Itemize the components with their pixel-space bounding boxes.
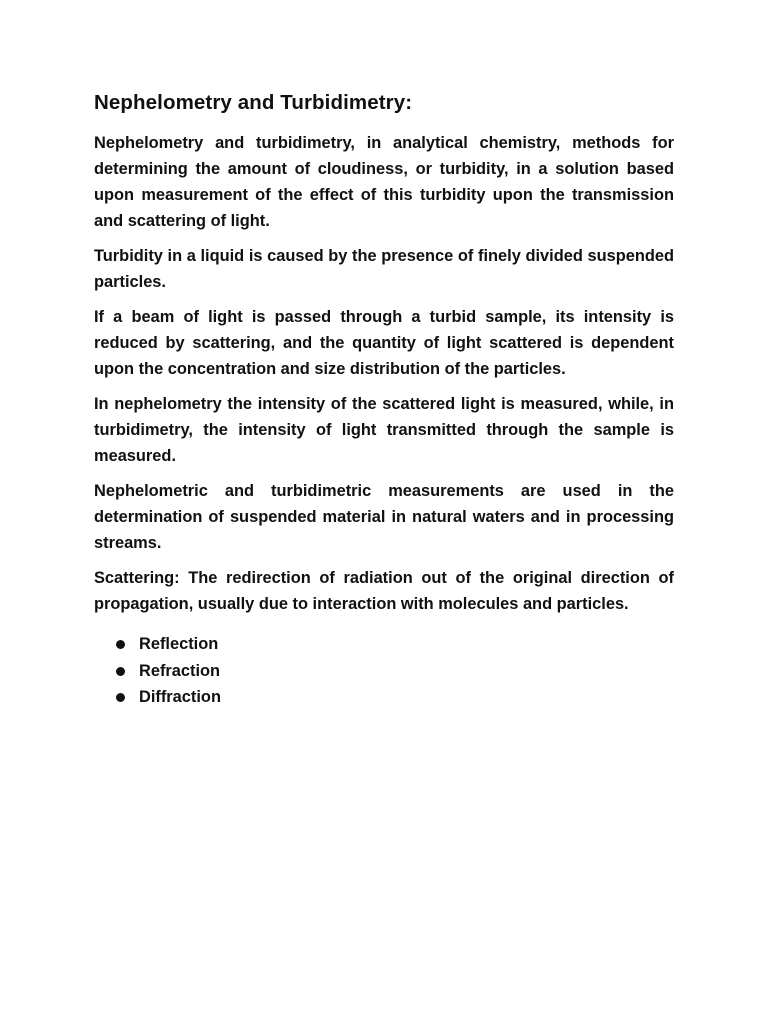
bullet-dot-icon [116, 640, 125, 649]
paragraph-scattering-definition: Scattering: The redirection of radiation out of the original direction of propagation, usually due to interaction with molecules and particles. [94, 569, 674, 613]
paragraph-definition: Nephelometry and turbidimetry, in analytical chemistry, methods for determining the amount of cloudiness, or turbidity, in a solution based upon measurement of the effect of this turbidity upon the transmission and scattering of light. [94, 134, 674, 230]
list-item-label: Reflection [139, 635, 219, 653]
document-title: Nephelometry and Turbidimetry: [94, 91, 413, 114]
scattering-types-list [94, 631, 674, 711]
paragraph-applications: Nephelometric and turbidimetric measurements are used in the determination of suspended material in natural waters and in processing streams. [94, 482, 674, 552]
list-item [94, 658, 674, 685]
paragraph-light-scattering: If a beam of light is passed through a turbid sample, its intensity is reduced by scattering, and the quantity of light scattered is dependent upon the concentration and size distribution of the particles. [94, 308, 674, 378]
bullet-dot-icon [116, 667, 125, 676]
bullet-dot-icon [116, 693, 125, 702]
list-item [94, 631, 674, 658]
list-item-label: Refraction [139, 661, 221, 680]
list-item [94, 684, 674, 711]
paragraph-measurement-difference: In nephelometry the intensity of the scattered light is measured, while, in turbidimetry, the intensity of light transmitted through the sample is measured. [94, 395, 674, 465]
document-body [94, 88, 674, 711]
paragraph-turbidity-cause: Turbidity in a liquid is caused by the presence of finely divided suspended particles. [94, 247, 674, 291]
list-item-label: Diffraction [139, 688, 221, 706]
